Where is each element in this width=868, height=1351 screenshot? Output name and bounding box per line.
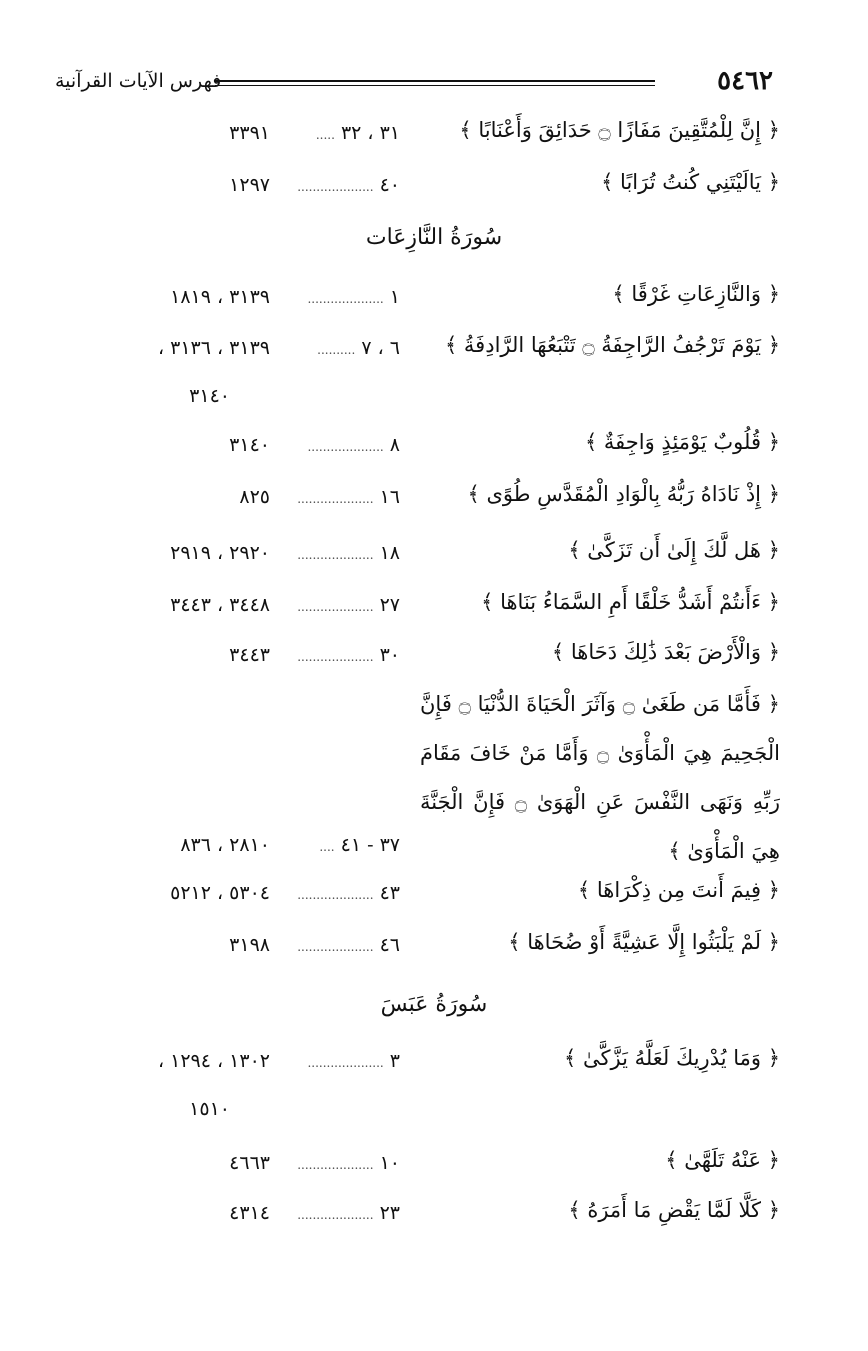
verse-text: ﴿ ءَأَنتُمْ أَشَدُّ خَلْقًا أَمِ السَّمَاءُ بَنَاهَا ﴾ [481,590,780,614]
verse-ref: ٢٣ .................... [297,1202,400,1224]
verse-ref: ٣٧ - ٤١ .... [319,834,400,856]
verse-ref: ١٦ .................... [297,486,400,508]
verse-text: ﴿ إِذْ نَادَاهُ رَبُّهُ بِالْوَادِ الْمُقَدَّسِ طُوًى ﴾ [467,482,780,506]
hadith-numbers: ٣١٣٩ ، ٣١٣٦ ، [157,337,270,359]
index-row [40,1148,780,1188]
verse-ref: ٤٠ .................... [297,174,400,196]
verse-ref: ١٨ .................... [297,542,400,564]
surah-title: سُورَةُ النَّازِعَات [365,225,503,250]
surah-title: سُورَةُ عَبَسَ [380,992,488,1017]
verse-text: ﴿ كَلَّا لَمَّا يَقْضِ مَا أَمَرَهُ ﴾ [568,1198,780,1222]
index-row [40,430,780,470]
verse-ref: ٣٠ .................... [297,644,400,666]
verse-text: ﴿ هَل لَّكَ إِلَىٰ أَن تَزَكَّىٰ ﴾ [568,538,780,562]
page-number: ٥٤٦٢ [717,66,773,96]
hadith-numbers: ٣٤٤٣ [229,644,270,666]
index-row [40,830,780,870]
hadith-numbers: ١٣٠٢ ، ١٢٩٤ ، [157,1050,270,1072]
index-row [40,590,780,630]
hadith-numbers-continued: ٣١٤٠ [189,385,230,407]
hadith-numbers: ٢٩٢٠ ، ٢٩١٩ [170,542,270,564]
index-row [40,1046,780,1086]
verse-text: ﴿ قُلُوبٌ يَوْمَئِذٍ وَاجِفَةٌ ﴾ [584,430,780,454]
verse-text: ﴿ عَنْهُ تَلَهَّىٰ ﴾ [665,1148,780,1172]
verse-ref: ٢٧ .................... [297,594,400,616]
verse-ref: ٨ .................... [307,434,400,456]
index-row [40,482,780,522]
index-row [40,118,780,158]
verse-ref: ١ .................... [307,286,400,308]
verse-text-multiline: ﴿ فَأَمَّا مَن طَغَىٰ ۝ وَآثَرَ الْحَيَاةَ الدُّنْيَا ۝ فَإِنَّ الْجَحِيمَ هِيَ الْمَأْوَىٰ ۝ وَأَمَّا مَنْ خَافَ مَقَامَ رَبِّهِ وَنَهَى النَّفْسَ عَنِ الْهَوَىٰ ۝ فَإِنَّ الْجَنَّةَ هِيَ الْمَأْوَىٰ ﴾ [420,692,780,863]
verse-ref: ٦ ، ٧ .......... [317,337,400,359]
index-row [40,333,780,373]
index-row [40,1198,780,1238]
verse-ref: ٣١ ، ٣٢ ..... [315,122,400,144]
verse-text: ﴿ إِنَّ لِلْمُتَّقِينَ مَفَازًا ۝ حَدَائِقَ وَأَعْنَابًا ﴾ [459,118,780,142]
hadith-numbers: ١٢٩٧ [229,174,270,196]
page-header [55,66,773,106]
verse-ref: ٤٣ .................... [297,882,400,904]
verse-text: ﴿ يَالَيْتَنِي كُنتُ تُرَابًا ﴾ [601,170,780,194]
verse-text: ﴿ وَمَا يُدْرِيكَ لَعَلَّهُ يَزَّكَّىٰ ﴾ [564,1046,780,1070]
verse-text: ﴿ وَالنَّازِعَاتِ غَرْقًا ﴾ [612,282,780,306]
hadith-numbers: ٣٣٩١ [229,122,270,144]
hadith-numbers: ٢٨١٠ ، ٨٣٦ [180,834,270,856]
index-row [40,538,780,578]
hadith-numbers: ٥٣٠٤ ، ٥٢١٢ [170,882,270,904]
index-row [40,930,780,970]
hadith-numbers: ٣١٣٩ ، ١٨١٩ [170,286,270,308]
header-title: فهرس الآيات القرآنية [55,70,222,92]
header-rule [215,80,655,86]
index-row [40,640,780,680]
verse-text: ﴿ يَوْمَ تَرْجُفُ الرَّاجِفَةُ ۝ تَتْبَعُهَا الرَّادِفَةُ ﴾ [444,333,780,357]
verse-ref: ٣ .................... [307,1050,400,1072]
hadith-numbers: ٣١٤٠ [229,434,270,456]
hadith-numbers: ٤٦٦٣ [229,1152,270,1174]
verse-text: ﴿ لَمْ يَلْبَثُوا إِلَّا عَشِيَّةً أَوْ ضُحَاهَا ﴾ [508,930,780,954]
hadith-numbers-continued: ١٥١٠ [189,1098,230,1120]
verse-text: ﴿ فِيمَ أَنتَ مِن ذِكْرَاهَا ﴾ [577,878,780,902]
index-row [40,282,780,322]
verse-ref: ١٠ .................... [297,1152,400,1174]
hadith-numbers: ٣١٩٨ [229,934,270,956]
hadith-numbers: ٤٣١٤ [229,1202,270,1224]
index-row [40,878,780,918]
verse-text: ﴿ وَالْأَرْضَ بَعْدَ ذَٰلِكَ دَحَاهَا ﴾ [551,640,780,664]
verse-ref: ٤٦ .................... [297,934,400,956]
hadith-numbers: ٣٤٤٨ ، ٣٤٤٣ [170,594,270,616]
hadith-numbers: ٨٢٥ [239,486,270,508]
index-row [40,170,780,210]
